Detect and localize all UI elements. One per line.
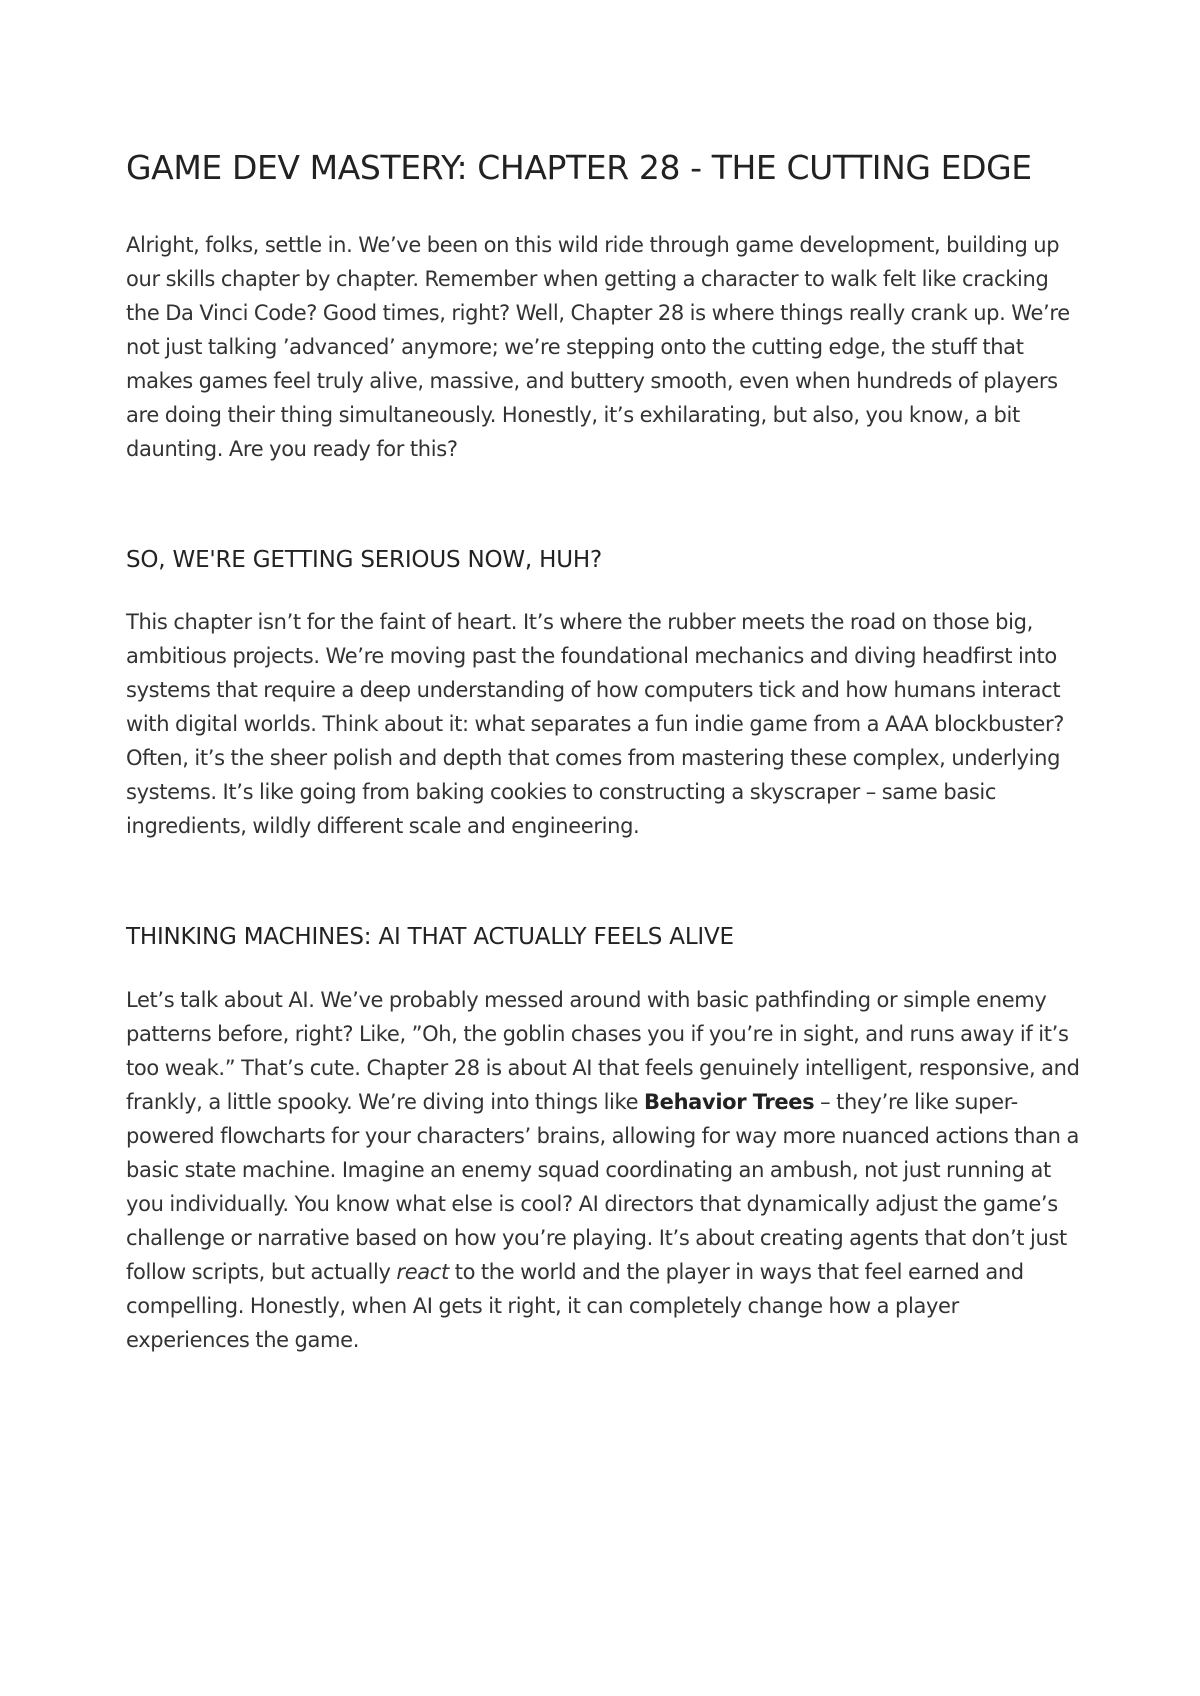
document-page bbox=[126, 148, 1086, 1357]
section-getting-serious bbox=[126, 546, 1086, 844]
section-thinking-machines bbox=[126, 923, 1086, 1357]
section-heading: THINKING MACHINES: AI THAT ACTUALLY FEELS ALIVE bbox=[126, 924, 734, 951]
section-paragraph bbox=[126, 983, 1086, 1357]
section-paragraph: This chapter isn’t for the faint of heart. It’s where the rubber meets the road on those big, ambitious projects. We’re moving past the foundational mechanics and diving headfirst into systems that require a deep understanding of how computers tick and how humans interact with digital worlds. Think about it: what separates a fun indie game from a AAA blockbuster? Often, it’s the sheer polish and depth that comes from mastering these complex, underlying systems. It’s like going from baking cookies to constructing a skyscraper – same basic ingredients, wildly different scale and engineering. bbox=[126, 610, 1065, 839]
paragraph-text: to the world and the player in ways that feel earned and compelling. Honestly, when AI gets it right, it can completely change how a player experiences the game. bbox=[126, 1260, 1024, 1353]
page-title: GAME DEV MASTERY: CHAPTER 28 - THE CUTTING EDGE bbox=[126, 148, 1032, 187]
paragraph-text: Let’s talk about AI. We’ve probably messed around with basic pathfinding or simple enemy patterns before, right? Like, ”Oh, the goblin chases you if you’re in sight, and runs away if it’s too weak.” That’s cute. Chapter 28 is about AI that feels genuinely intelligent, responsive, and frankly, a little spooky. We’re diving into things like bbox=[126, 988, 1080, 1115]
intro-paragraph: Alright, folks, settle in. We’ve been on this wild ride through game development, building up our skills chapter by chapter. Remember when getting a character to walk felt like cracking the Da Vinci Code? Good times, right? Well, Chapter 28 is where things really crank up. We’re not just talking ’advanced’ anymore; we’re stepping onto the cutting edge, the stuff that makes games feel truly alive, massive, and buttery smooth, even when hundreds of players are doing their thing simultaneously. Honestly, it’s exhilarating, but also, you know, a bit daunting. Are you ready for this? bbox=[126, 232, 1070, 461]
section-heading: SO, WE'RE GETTING SERIOUS NOW, HUH? bbox=[126, 546, 602, 573]
italic-term: react bbox=[396, 1260, 449, 1285]
paragraph-text: – they’re like super-powered flowcharts for your characters’ brains, allowing for way more nuanced actions than a basic state machine. Imagine an enemy squad coordinating an ambush, not just running at you individually. You know what else is cool? AI directors that dynamically adjust the game’s challenge or narrative based on how you’re playing. It’s about creating agents that don’t just follow scripts, but actually bbox=[126, 1090, 1079, 1285]
bold-term: Behavior Trees bbox=[644, 1090, 815, 1115]
